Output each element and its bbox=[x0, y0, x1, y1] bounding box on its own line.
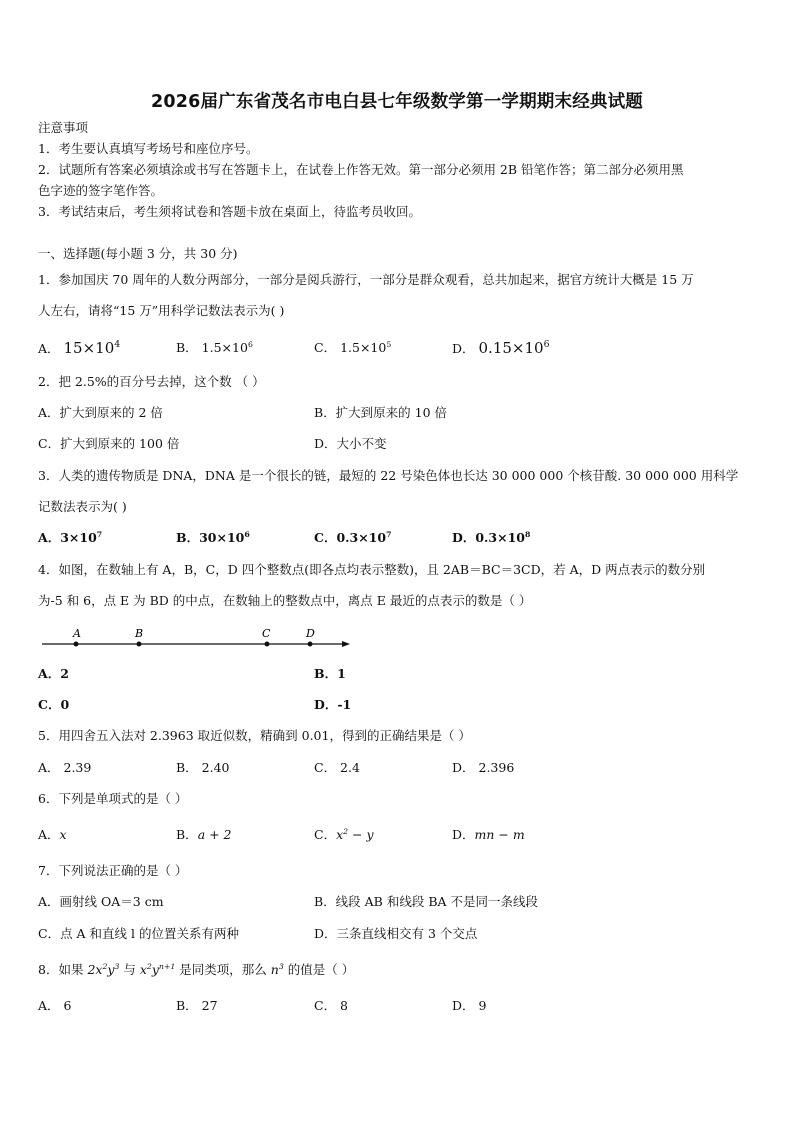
q4-option-d[interactable]: D．-1 bbox=[314, 697, 352, 712]
q4-stem: 为-5 和 6，点 E 为 BD 的中点，在数轴上的整数点中，离点 E 最近的点表示的数是（ ） bbox=[38, 593, 532, 608]
point-c-label: C bbox=[262, 627, 271, 640]
q5-stem: 5．用四舍五入法对 2.3963 取近似数，精确到 0.01，得到的正确结果是（ ） bbox=[38, 728, 471, 743]
point-b-label: B bbox=[135, 627, 144, 640]
q3-option-a[interactable]: A．$3\times 10^7$ bbox=[38, 529, 103, 545]
q5-option-c[interactable]: C． 2.4 bbox=[314, 760, 360, 775]
option-expr: $1.5\times 10^5$ bbox=[340, 339, 392, 355]
q5-option-b[interactable]: B． 2.40 bbox=[176, 760, 230, 775]
page-title: 2026届广东省茂名市电白县七年级数学第一学期期末经典试题 bbox=[150, 92, 643, 112]
q8-option-c[interactable]: C． 8 bbox=[314, 998, 348, 1013]
point-a-dot bbox=[74, 642, 79, 647]
q3-option-d[interactable]: D．$0.3\times 10^8$ bbox=[452, 529, 531, 545]
point-c-dot bbox=[265, 642, 270, 647]
q2-option-d[interactable]: D．大小不变 bbox=[314, 436, 387, 451]
q4-option-a[interactable]: A．2 bbox=[38, 666, 69, 681]
q4-stem: 4．如图，在数轴上有 A，B，C，D 四个整数点(即各点均表示整数)，且 2AB＝BC＝3CD，若 A，D 两点表示的数分别 bbox=[38, 562, 706, 577]
q7-option-d[interactable]: D．三条直线相交有 3 个交点 bbox=[314, 926, 478, 941]
section-heading: 一、选择题(每小题 3 分，共 30 分) bbox=[38, 246, 238, 261]
q6-option-d[interactable]: D．mn − m bbox=[452, 827, 525, 842]
q7-option-c[interactable]: C．点 A 和直线 l 的位置关系有两种 bbox=[38, 926, 239, 941]
q7-stem: 7．下列说法正确的是（ ） bbox=[38, 863, 188, 878]
q2-option-b[interactable]: B．扩大到原来的 10 倍 bbox=[314, 405, 448, 420]
q1-option-d[interactable] bbox=[452, 338, 550, 359]
q2-stem: 2．把 2.5%的百分号去掉，这个数 （ ） bbox=[38, 374, 265, 389]
q8-option-a[interactable]: A． 6 bbox=[38, 998, 72, 1013]
q7-option-b[interactable]: B．线段 AB 和线段 BA 不是同一条线段 bbox=[314, 894, 539, 909]
arrow-icon bbox=[342, 641, 350, 647]
q6-option-a[interactable]: A．x bbox=[38, 827, 67, 842]
option-expr: $1.5\times 10^6$ bbox=[201, 339, 253, 355]
q4-option-c[interactable]: C．0 bbox=[38, 697, 70, 712]
q6-option-b[interactable]: B．a + 2 bbox=[176, 827, 232, 842]
q1-option-b[interactable] bbox=[176, 338, 253, 358]
option-label: A． bbox=[38, 341, 60, 356]
notice-item: 2．试题所有答案必须填涂或书写在答题卡上，在试卷上作答无效。第一部分必须用 2B 铅笔作答；第二部分必须用黑 bbox=[38, 162, 684, 177]
point-d-dot bbox=[308, 642, 313, 647]
notice-item: 色字迹的签字笔作答。 bbox=[38, 183, 164, 198]
q4-option-b[interactable]: B．1 bbox=[314, 666, 346, 681]
q5-option-d[interactable]: D． 2.396 bbox=[452, 760, 515, 775]
q6-option-c[interactable]: C．$x^2 - y$ bbox=[314, 826, 374, 842]
q1-stem: 人左右，请将“15 万”用科学记数法表示为( ) bbox=[38, 303, 285, 318]
notice-item: 1．考生要认真填写考场号和座位序号。 bbox=[38, 141, 259, 156]
option-expr: $15\times 10^4$ bbox=[63, 339, 121, 357]
q6-stem: 6．下列是单项式的是（ ） bbox=[38, 791, 188, 806]
q8-stem: 8．如果 $2x^2y^3$ 与 $x^2y^{n+1}$ 是同类项，那么 $n^3$ 的值是（ ） bbox=[38, 961, 355, 977]
q2-option-c[interactable]: C．扩大到原来的 100 倍 bbox=[38, 436, 180, 451]
point-a-label: A bbox=[73, 627, 81, 640]
option-expr: $0.15\times 10^6$ bbox=[478, 339, 550, 357]
notice-item: 3．考试结束后，考生须将试卷和答题卡放在桌面上，待监考员收回。 bbox=[38, 204, 421, 219]
option-label: D． bbox=[452, 341, 475, 356]
number-line-figure bbox=[40, 625, 350, 655]
q1-option-c[interactable] bbox=[314, 338, 391, 358]
option-label: C． bbox=[314, 340, 337, 355]
q3-stem: 3．人类的遗传物质是 DNA，DNA 是一个很长的链，最短的 22 号染色体也长达 30 000 000 个核苷酸. 30 000 000 用科学 bbox=[38, 468, 739, 483]
q1-option-a[interactable] bbox=[38, 338, 120, 359]
q1-stem: 1．参加国庆 70 周年的人数分两部分，一部分是阅兵游行，一部分是群众观看，总共加起来，据官方统计大概是 15 万 bbox=[38, 272, 694, 287]
option-label: B． bbox=[176, 340, 198, 355]
q8-option-b[interactable]: B． 27 bbox=[176, 998, 218, 1013]
q3-stem: 记数法表示为( ) bbox=[38, 499, 127, 514]
notice-heading: 注意事项 bbox=[38, 120, 89, 135]
q5-option-a[interactable]: A． 2.39 bbox=[38, 760, 92, 775]
q2-option-a[interactable]: A．扩大到原来的 2 倍 bbox=[38, 405, 163, 420]
point-d-label: D bbox=[306, 627, 315, 640]
point-b-dot bbox=[137, 642, 142, 647]
q8-option-d[interactable]: D． 9 bbox=[452, 998, 487, 1013]
q7-option-a[interactable]: A．画射线 OA＝3 cm bbox=[38, 894, 164, 909]
q3-option-b[interactable]: B．$30\times 10^6$ bbox=[176, 529, 250, 545]
q3-option-c[interactable]: C．$0.3\times 10^7$ bbox=[314, 529, 392, 545]
